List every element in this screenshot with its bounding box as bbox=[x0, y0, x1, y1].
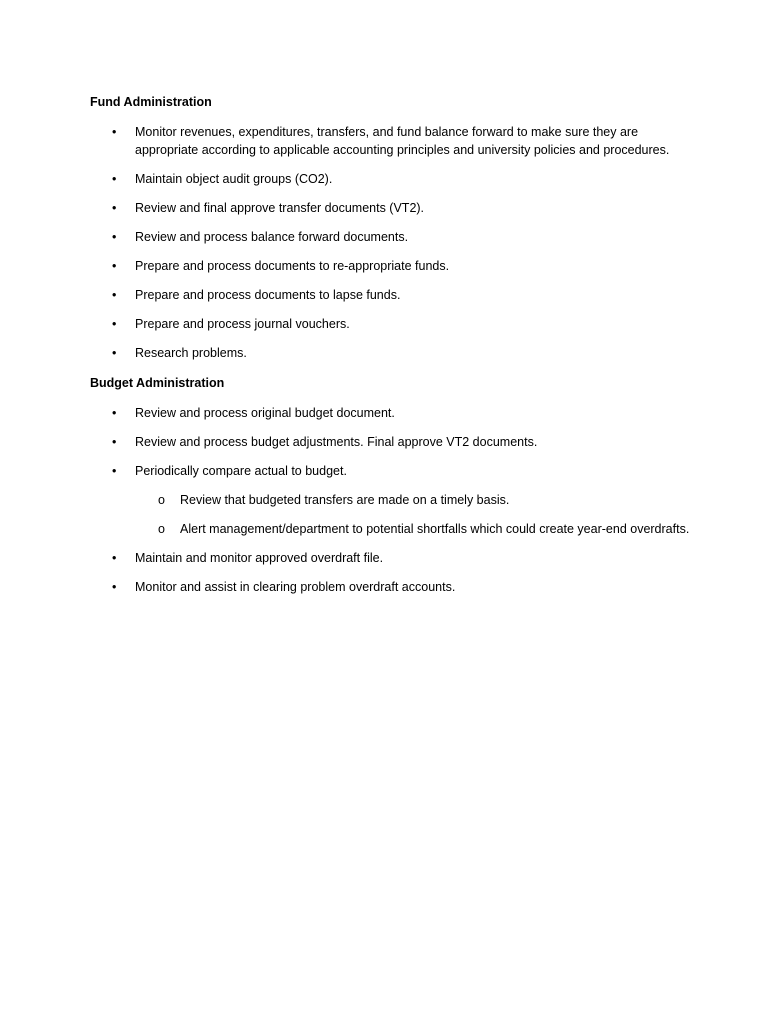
list-item bbox=[90, 123, 690, 159]
list-item-text: Prepare and process documents to lapse funds. bbox=[135, 288, 401, 302]
list-item-text: Review and process budget adjustments. Final approve VT2 documents. bbox=[135, 435, 538, 449]
sub-bullet-marker: o bbox=[158, 522, 165, 536]
budget-administration-list bbox=[90, 404, 690, 596]
bullet-marker: • bbox=[112, 288, 117, 302]
bullet-marker: • bbox=[112, 317, 117, 331]
bullet-marker: • bbox=[112, 551, 117, 565]
bullet-marker: • bbox=[112, 201, 117, 215]
bullet-marker: • bbox=[112, 435, 117, 449]
list-item-text: Maintain object audit groups (CO2). bbox=[135, 172, 333, 186]
bullet-marker: • bbox=[112, 346, 117, 360]
bullet-marker: • bbox=[112, 580, 117, 594]
list-item bbox=[90, 404, 690, 422]
list-item bbox=[90, 462, 690, 538]
list-item bbox=[90, 433, 690, 451]
list-item bbox=[90, 578, 690, 596]
list-item-text: Periodically compare actual to budget. bbox=[135, 464, 347, 478]
bullet-marker: • bbox=[112, 259, 117, 273]
list-item bbox=[90, 199, 690, 217]
list-item-text: Prepare and process journal vouchers. bbox=[135, 317, 350, 331]
list-item-text: Research problems. bbox=[135, 346, 247, 360]
list-item bbox=[90, 344, 690, 362]
sub-list-item-text: Alert management/department to potential shortfalls which could create year-end overdrafts. bbox=[180, 522, 690, 536]
list-item-text: Monitor and assist in clearing problem overdraft accounts. bbox=[135, 580, 456, 594]
list-item-text: Review and process balance forward documents. bbox=[135, 230, 409, 244]
list-item bbox=[90, 315, 690, 333]
list-item bbox=[90, 549, 690, 567]
list-item-text: Monitor revenues, expenditures, transfers, and fund balance forward to make sure they are appropriate according to applicable accounting principles and university policies and procedures. bbox=[135, 125, 670, 157]
bullet-marker: • bbox=[112, 464, 117, 478]
list-item-text: Review and final approve transfer documents (VT2). bbox=[135, 201, 425, 215]
sub-list-item-text: Review that budgeted transfers are made on a timely basis. bbox=[180, 493, 510, 507]
list-item bbox=[90, 257, 690, 275]
list-item bbox=[90, 228, 690, 246]
list-item-text: Review and process original budget document. bbox=[135, 406, 395, 420]
fund-administration-heading: Fund Administration bbox=[90, 95, 212, 109]
bullet-marker: • bbox=[112, 172, 117, 186]
sub-list bbox=[135, 491, 690, 538]
sub-list-item bbox=[135, 520, 690, 538]
sub-bullet-marker: o bbox=[158, 493, 165, 507]
list-item bbox=[90, 170, 690, 188]
bullet-marker: • bbox=[112, 125, 117, 139]
budget-administration-heading: Budget Administration bbox=[90, 376, 225, 390]
sub-list-item bbox=[135, 491, 690, 509]
fund-administration-list bbox=[90, 123, 690, 362]
bullet-marker: • bbox=[112, 406, 117, 420]
list-item-text: Maintain and monitor approved overdraft file. bbox=[135, 551, 384, 565]
bullet-marker: • bbox=[112, 230, 117, 244]
document-content bbox=[90, 94, 690, 596]
list-item-text: Prepare and process documents to re-appropriate funds. bbox=[135, 259, 450, 273]
list-item bbox=[90, 286, 690, 304]
